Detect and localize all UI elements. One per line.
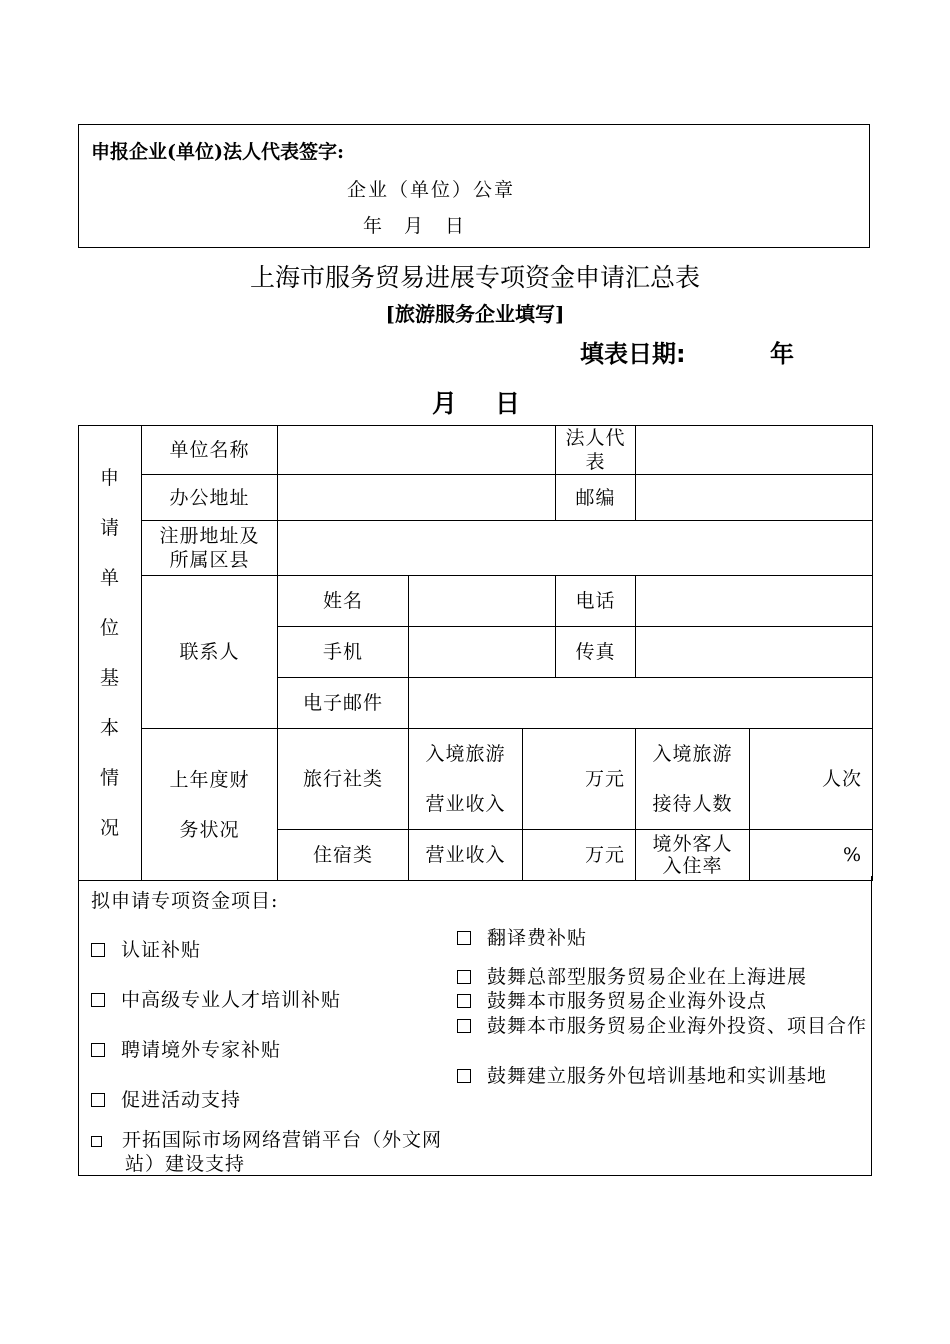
checkbox-icon[interactable]: [91, 1043, 105, 1057]
option-label: 认证补贴: [121, 939, 202, 961]
phone-label: 电话: [556, 576, 636, 627]
office-address-label: 办公地址: [142, 475, 278, 521]
occupancy-line-2: 入住率: [662, 855, 723, 877]
option-label: 鼓舞总部型服务贸易企业在上海进展: [487, 966, 808, 988]
inbound-revenue-label: [409, 729, 523, 830]
finance-label: [142, 729, 278, 881]
projects-title: 拟申请专项资金项目:: [91, 890, 279, 912]
inbound-revenue-line-1: 入境旅游: [425, 743, 506, 765]
email-label: 电子邮件: [278, 678, 409, 729]
option-label: 鼓舞本市服务贸易企业海外投资、项目合作: [487, 1015, 868, 1037]
travel-agency-label: 旅行社类: [278, 729, 409, 830]
inbound-visitors-label: [636, 729, 750, 830]
inbound-visitors-line-2: 接待人数: [652, 793, 733, 815]
inbound-revenue-line-2: 营业收入: [425, 793, 506, 815]
project-option-talent-training[interactable]: [91, 988, 341, 1012]
project-option-outsourcing-base[interactable]: [457, 1064, 827, 1088]
project-option-headquarters[interactable]: [457, 965, 807, 989]
form-title: 上海市服务贸易进展专项资金申请汇总表: [249, 263, 700, 292]
section-label-text: 申请单位基本情况: [99, 467, 120, 839]
form-subtitle: [旅游服务企业填写]: [385, 302, 565, 326]
fill-date-year: 年: [770, 340, 794, 368]
checkbox-icon[interactable]: [91, 993, 105, 1007]
section-label: [98, 453, 122, 853]
unit-name-field[interactable]: [278, 426, 556, 475]
inbound-visitors-unit: 人次: [822, 768, 863, 790]
lodging-revenue-field[interactable]: [523, 830, 636, 881]
occupancy-unit: %: [842, 844, 863, 866]
projects-box: [78, 876, 872, 1176]
checkbox-icon[interactable]: [91, 943, 105, 957]
fill-date-day: 日: [495, 389, 521, 418]
registered-address-line-1: 注册地址及: [159, 525, 260, 547]
project-option-translation[interactable]: [457, 926, 587, 950]
contact-name-label: 姓名: [278, 576, 409, 627]
inbound-revenue-field[interactable]: [523, 729, 636, 830]
option-label: 促进活动支持: [121, 1089, 242, 1111]
checkbox-icon[interactable]: [457, 1019, 471, 1033]
lodging-label: 住宿类: [278, 830, 409, 881]
option-label: 中高级专业人才培训补贴: [121, 989, 342, 1011]
option-label: 翻译费补贴: [487, 927, 588, 949]
project-option-overseas-investment[interactable]: [457, 1014, 891, 1038]
signature-date: [363, 211, 486, 238]
phone-field[interactable]: [636, 576, 873, 627]
option-label: 聘请境外专家补贴: [121, 1039, 282, 1061]
postcode-field[interactable]: [636, 475, 873, 521]
registered-address-line-2: 所属区县: [169, 549, 250, 571]
inbound-visitors-line-1: 入境旅游: [652, 743, 733, 765]
option-label: 鼓舞建立服务外包培训基地和实训基地: [487, 1065, 828, 1087]
checkbox-icon[interactable]: [457, 931, 471, 945]
unit-name-label: 单位名称: [142, 426, 278, 475]
occupancy-field[interactable]: [750, 830, 873, 881]
finance-label-line-1: 上年度财: [169, 768, 250, 791]
registered-address-label: [142, 521, 278, 576]
inbound-visitors-field[interactable]: [750, 729, 873, 830]
signature-year: 年: [363, 215, 383, 237]
checkbox-icon[interactable]: [457, 1069, 471, 1083]
mobile-field[interactable]: [409, 627, 556, 678]
legal-rep-label: 法人代表: [556, 426, 636, 475]
lodging-revenue-label: 营业收入: [409, 830, 523, 881]
project-option-online-marketing[interactable]: [91, 1128, 455, 1176]
fax-label: 传真: [556, 627, 636, 678]
section-label-cell: [79, 426, 142, 881]
occupancy-label: [636, 830, 750, 881]
legal-rep-field[interactable]: [636, 426, 873, 475]
fill-date-label: 填表日期:: [580, 340, 686, 368]
fax-field[interactable]: [636, 627, 873, 678]
contact-label: 联系人: [142, 576, 278, 729]
signature-box: [78, 124, 870, 248]
project-option-foreign-experts[interactable]: [91, 1038, 281, 1062]
checkbox-icon[interactable]: [91, 1136, 102, 1147]
postcode-label: 邮编: [556, 475, 636, 521]
project-option-certification[interactable]: [91, 938, 201, 962]
fill-date-month-day: [432, 384, 558, 420]
application-form-table: [78, 425, 873, 881]
fill-date-month: 月: [432, 389, 458, 418]
occupancy-line-1: 境外客人: [652, 833, 733, 855]
mobile-label: 手机: [278, 627, 409, 678]
company-seal-label: 企业（单位）公章: [347, 179, 516, 201]
signature-label: 申报企业(单位)法人代表签字:: [91, 141, 344, 163]
project-option-overseas-branch[interactable]: [457, 989, 767, 1013]
option-label: 鼓舞本市服务贸易企业海外设点: [487, 990, 768, 1012]
office-address-field[interactable]: [278, 475, 556, 521]
lodging-revenue-unit: 万元: [585, 844, 626, 866]
signature-month: 月: [404, 215, 424, 237]
finance-label-line-2: 务状况: [179, 818, 240, 841]
inbound-revenue-unit: 万元: [585, 768, 626, 790]
checkbox-icon[interactable]: [457, 994, 471, 1008]
project-option-promotion[interactable]: [91, 1088, 241, 1112]
email-field[interactable]: [409, 678, 873, 729]
signature-day: 日: [445, 215, 465, 237]
checkbox-icon[interactable]: [457, 970, 471, 984]
checkbox-icon[interactable]: [91, 1093, 105, 1107]
contact-name-field[interactable]: [409, 576, 556, 627]
option-label: 开拓国际市场网络营销平台（外文网站）建设支持: [122, 1129, 443, 1175]
registered-address-field[interactable]: [278, 521, 873, 576]
